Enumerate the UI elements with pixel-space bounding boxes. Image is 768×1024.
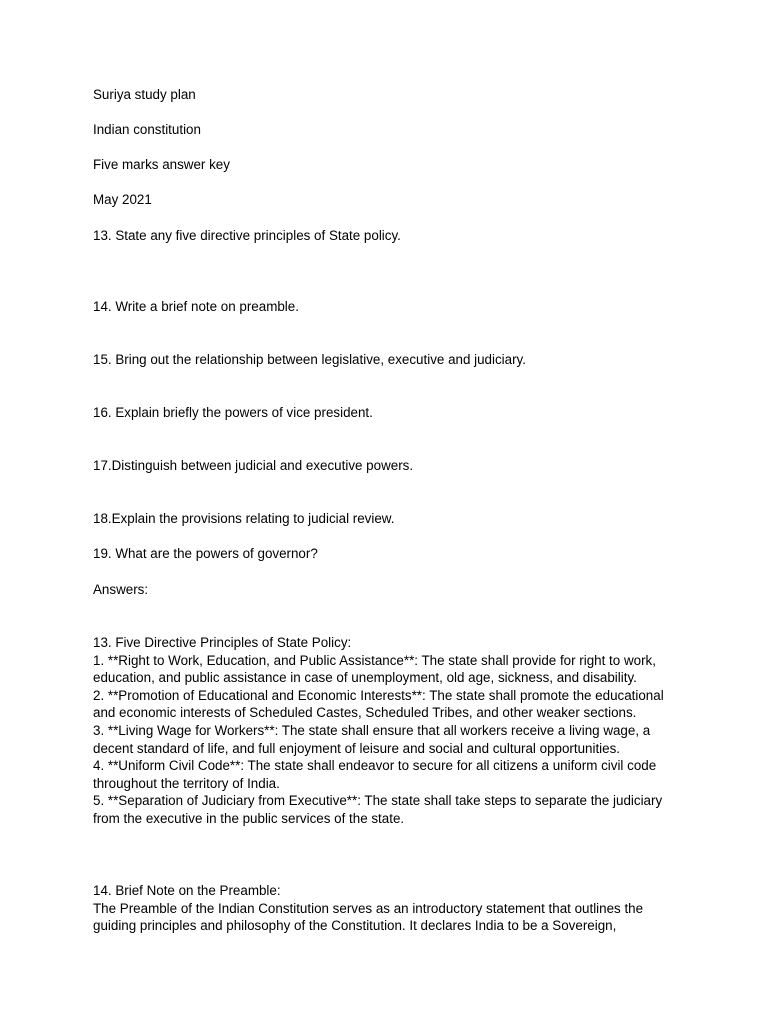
answer-13-section [93, 634, 683, 828]
question-18: 18.Explain the provisions relating to judicial review. [93, 511, 395, 526]
document-date: May 2021 [93, 192, 152, 207]
answer-14-section [93, 882, 683, 935]
answer-14-heading: 14. Brief Note on the Preamble: [93, 883, 281, 898]
answer-13-item: 2. **Promotion of Educational and Economic Interests**: The state shall promote the educational and economic interests of Scheduled Castes, Scheduled Tribes, and other weaker sections. [93, 687, 664, 721]
answer-14-text: The Preamble of the Indian Constitution serves as an introductory statement that outlines the guiding principles and philosophy of the Constitution. It declares India to be a Sovereign, [93, 900, 644, 934]
document-type: Five marks answer key [93, 157, 230, 172]
question-13: 13. State any five directive principles of State policy. [93, 228, 401, 243]
answer-13-item: 1. **Right to Work, Education, and Public Assistance**: The state shall provide for right to work, education, and public assistance in case of unemployment, old age, sickness, and disability. [93, 652, 656, 686]
answer-13-item: 5. **Separation of Judiciary from Executive**: The state shall take steps to separate the judiciary from the executive in the public services of the state. [93, 793, 663, 826]
question-19: 19. What are the powers of governor? [93, 546, 318, 561]
answer-13-item: 4. **Uniform Civil Code**: The state shall endeavor to secure for all citizens a uniform civil code throughout the territory of India. [93, 758, 657, 791]
document-title: Suriya study plan [93, 87, 196, 102]
question-15: 15. Bring out the relationship between legislative, executive and judiciary. [93, 352, 526, 367]
document-subject: Indian constitution [93, 122, 201, 137]
question-16: 16. Explain briefly the powers of vice president. [93, 405, 373, 420]
answer-13-heading: 13. Five Directive Principles of State Policy: [93, 635, 352, 650]
question-17: 17.Distinguish between judicial and executive powers. [93, 458, 414, 473]
question-14: 14. Write a brief note on preamble. [93, 299, 299, 314]
answer-13-item: 3. **Living Wage for Workers**: The state shall ensure that all workers receive a living wage, a decent standard of life, and full enjoyment of leisure and social and cultural opportunities. [93, 722, 651, 756]
answers-label: Answers: [93, 582, 149, 597]
